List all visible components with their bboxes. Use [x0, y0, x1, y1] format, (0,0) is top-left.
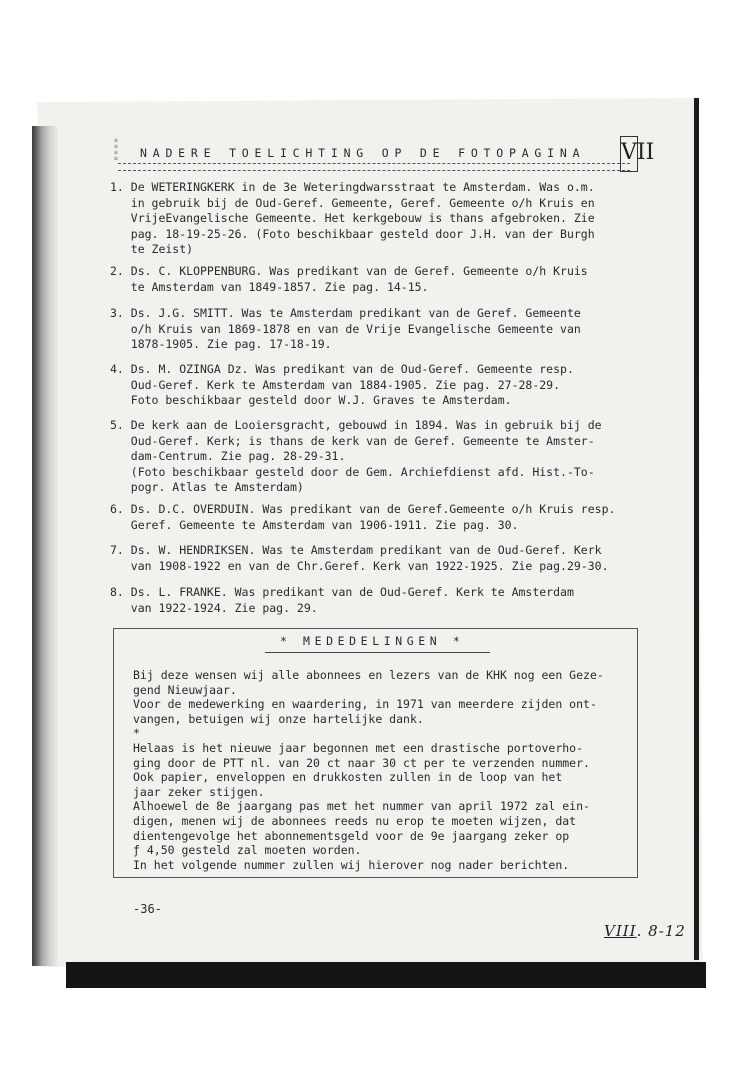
page-left-edge-shadow — [32, 126, 58, 966]
announcements-title: * MEDEDELINGEN * — [280, 634, 465, 648]
notice-line: digen, menen wij de abonnees reeds nu erop te moeten wijzen, dat — [133, 813, 577, 828]
entry-line: Geref. Gemeente te Amsterdam van 1906-1911. Zie pag. 30. — [110, 517, 519, 532]
announcements-title-underline — [265, 652, 490, 653]
entry-5 — [110, 418, 670, 496]
page-title: NADERE TOELICHTING OP DE FOTOPAGINA — [140, 146, 586, 160]
notice-line: vangen, betuigen wij onze hartelijke dank. — [133, 711, 424, 726]
entry-6 — [110, 502, 670, 533]
entry-line: van 1922-1924. Zie pag. 29. — [110, 600, 318, 615]
notice-line: In het volgende nummer zullen wij hierover nog nader berichten. — [133, 857, 570, 872]
notice-line: Bij deze wensen wij alle abonnees en lezers van de KHK nog een Geze- — [133, 668, 604, 682]
entry-line: in gebruik bij de Oud-Geref. Gemeente, Geref. Gemeente o/h Kruis en — [110, 195, 595, 210]
entry-line: pag. 18-19-25-26. (Foto beschikbaar gesteld door J.H. van der Burgh — [110, 226, 595, 241]
announcements-body — [133, 668, 628, 872]
entry-8 — [110, 585, 670, 616]
entry-line: 1. De WETERINGKERK in de 3e Weteringdwarsstraat te Amsterdam. Was o.m. — [110, 180, 595, 194]
entry-line: 6. Ds. D.C. OVERDUIN. Was predikant van de Geref.Gemeente o/h Kruis resp. — [110, 502, 616, 516]
entry-line: pogr. Atlas te Amsterdam) — [110, 480, 304, 494]
entry-line: 7. Ds. W. HENDRIKSEN. Was te Amsterdam predikant van de Oud-Geref. Kerk — [110, 543, 602, 557]
notice-line: gend Nieuwjaar. — [133, 682, 237, 697]
entry-3 — [110, 306, 670, 353]
entry-line: (Foto beschikbaar gesteld door de Gem. Archiefdienst afd. Hist.-To- — [110, 464, 595, 479]
notice-line: Ook papier, enveloppen en drukkosten zullen in de loop van het — [133, 770, 563, 785]
entry-line: Oud-Geref. Kerk; is thans de kerk van de Geref. Gemeente te Amster- — [110, 433, 595, 448]
entry-line: 3. Ds. J.G. SMITT. Was te Amsterdam predikant van de Geref. Gemeente — [110, 306, 581, 320]
entry-line: o/h Kruis van 1869-1878 en van de Vrije Evangelische Gemeente van — [110, 321, 581, 336]
entry-line: van 1908-1922 en van de Chr.Geref. Kerk van 1922-1925. Zie pag.29-30. — [110, 558, 609, 573]
notice-line: Helaas is het nieuwe jaar begonnen met een drastische portoverho- — [133, 740, 584, 755]
entry-line: 2. Ds. C. KLOPPENBURG. Was predikant van de Geref. Gemeente o/h Kruis — [110, 264, 588, 278]
entry-line: VrijeEvangelische Gemeente. Het kerkgebouw is thans afgebroken. Zie — [110, 211, 595, 225]
archive-code-volume: VIII — [604, 922, 637, 940]
entry-line: te Zeist) — [110, 242, 194, 256]
entry-line: 1878-1905. Zie pag. 17-18-19. — [110, 337, 332, 351]
notice-line: jaar zeker stijgen. — [133, 784, 265, 799]
notice-line: ƒ 4,50 gesteld zal moeten worden. — [133, 843, 362, 858]
page-bottom-edge-shadow — [66, 962, 706, 988]
entry-2 — [110, 264, 670, 295]
entry-1 — [110, 180, 670, 258]
title-double-rule — [118, 163, 630, 171]
entry-line: Oud-Geref. Kerk te Amsterdam van 1884-1905. Zie pag. 27-28-29. — [110, 377, 561, 392]
notice-line: Alhoewel de 8e jaargang pas met het nummer van april 1972 zal ein- — [133, 799, 590, 814]
notice-line: Voor de medewerking en waardering, in 1971 van meerdere zijden ont- — [133, 697, 597, 712]
entry-7 — [110, 543, 670, 574]
margin-tick-marks: ≡ ≡ ≡ ≡ — [114, 137, 118, 162]
entry-4 — [110, 362, 670, 409]
entry-line: Foto beschikbaar gesteld door W.J. Graves te Amsterdam. — [110, 393, 512, 407]
archive-code-number: . 8-12 — [636, 922, 686, 940]
page-right-edge-shadow — [694, 98, 699, 960]
entry-line: 8. Ds. L. FRANKE. Was predikant van de Oud-Geref. Kerk te Amsterdam — [110, 585, 574, 599]
handwritten-archive-code — [604, 922, 686, 940]
notice-line: dientengevolge het abonnementsgeld voor de 9e jaargang zeker op — [133, 828, 570, 843]
entry-line: 5. De kerk aan de Looiersgracht, gebouwd in 1894. Was in gebruik bij de — [110, 418, 602, 432]
entry-line: te Amsterdam van 1849-1857. Zie pag. 14-15. — [110, 279, 429, 294]
entry-line: dam-Centrum. Zie pag. 28-29-31. — [110, 449, 346, 463]
notice-line: * — [133, 726, 140, 741]
issue-numeral-badge: VII — [620, 136, 638, 172]
page-number: -36- — [133, 902, 162, 916]
entry-line: 4. Ds. M. OZINGA Dz. Was predikant van de Oud-Geref. Gemeente resp. — [110, 362, 574, 376]
notice-line: ging door de PTT nl. van 20 ct naar 30 ct per te verzenden nummer. — [133, 755, 590, 770]
